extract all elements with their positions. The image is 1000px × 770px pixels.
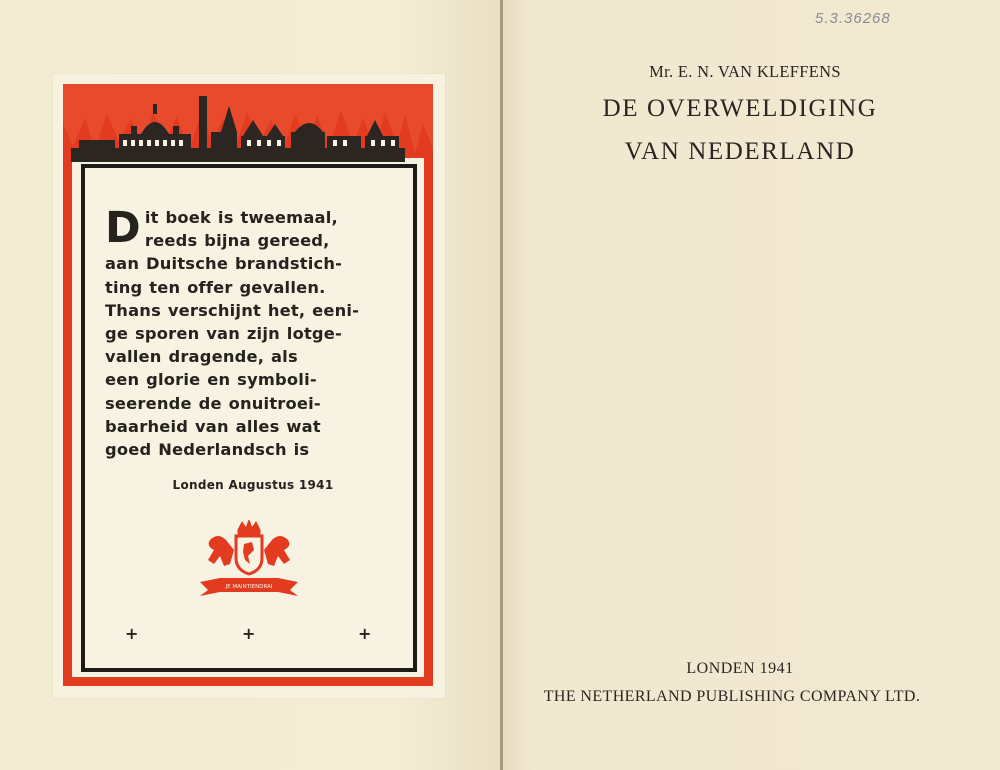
dedication-line: een glorie en symboli-: [105, 370, 317, 390]
dedication-date: Londen Augustus 1941: [172, 478, 334, 492]
dedication-line: seerende de onuitroei-: [105, 393, 321, 413]
cross-mark: +: [125, 624, 139, 643]
imprint-place-year: LONDEN 1941: [686, 660, 794, 677]
dedication-card: [53, 74, 445, 698]
drop-cap: D: [105, 203, 141, 253]
city-skyline-icon: [71, 96, 405, 166]
catalog-mark: 5.3.36268: [815, 10, 891, 27]
book-title-line-2: VAN NEDERLAND: [624, 138, 856, 165]
dedication-line: ting ten offer gevallen.: [105, 277, 326, 297]
black-frame: [81, 164, 417, 672]
imprint-publisher: THE NETHERLAND PUBLISHING COMPANY LTD.: [543, 688, 921, 705]
motto-text: JE MAINTIENDRAI: [225, 584, 273, 590]
coat-of-arms-icon: [190, 520, 308, 600]
dedication-line: Thans verschijnt het, eeni-: [105, 300, 360, 320]
inner-panel: [72, 158, 424, 677]
dedication-line: goed Nederlandsch is: [105, 440, 310, 460]
dedication-line: vallen dragende, als: [105, 347, 298, 367]
book-title-line-1: DE OVERWELDIGING: [602, 95, 878, 122]
red-frame: [63, 84, 433, 686]
dedication-text: [105, 203, 395, 461]
author-name: Mr. E. N. VAN KLEFFENS: [649, 62, 841, 81]
dedication-line: reeds bijna gereed,: [144, 231, 330, 251]
dedication-line: it boek is tweemaal,: [144, 208, 338, 227]
dedication-line: baarheid van alles wat: [105, 416, 321, 436]
cross-mark: +: [358, 624, 372, 643]
cross-mark: +: [242, 624, 256, 643]
dedication-line: ge sporen van zijn lotge-: [105, 324, 342, 344]
dedication-line: aan Duitsche brandstich-: [105, 254, 343, 274]
